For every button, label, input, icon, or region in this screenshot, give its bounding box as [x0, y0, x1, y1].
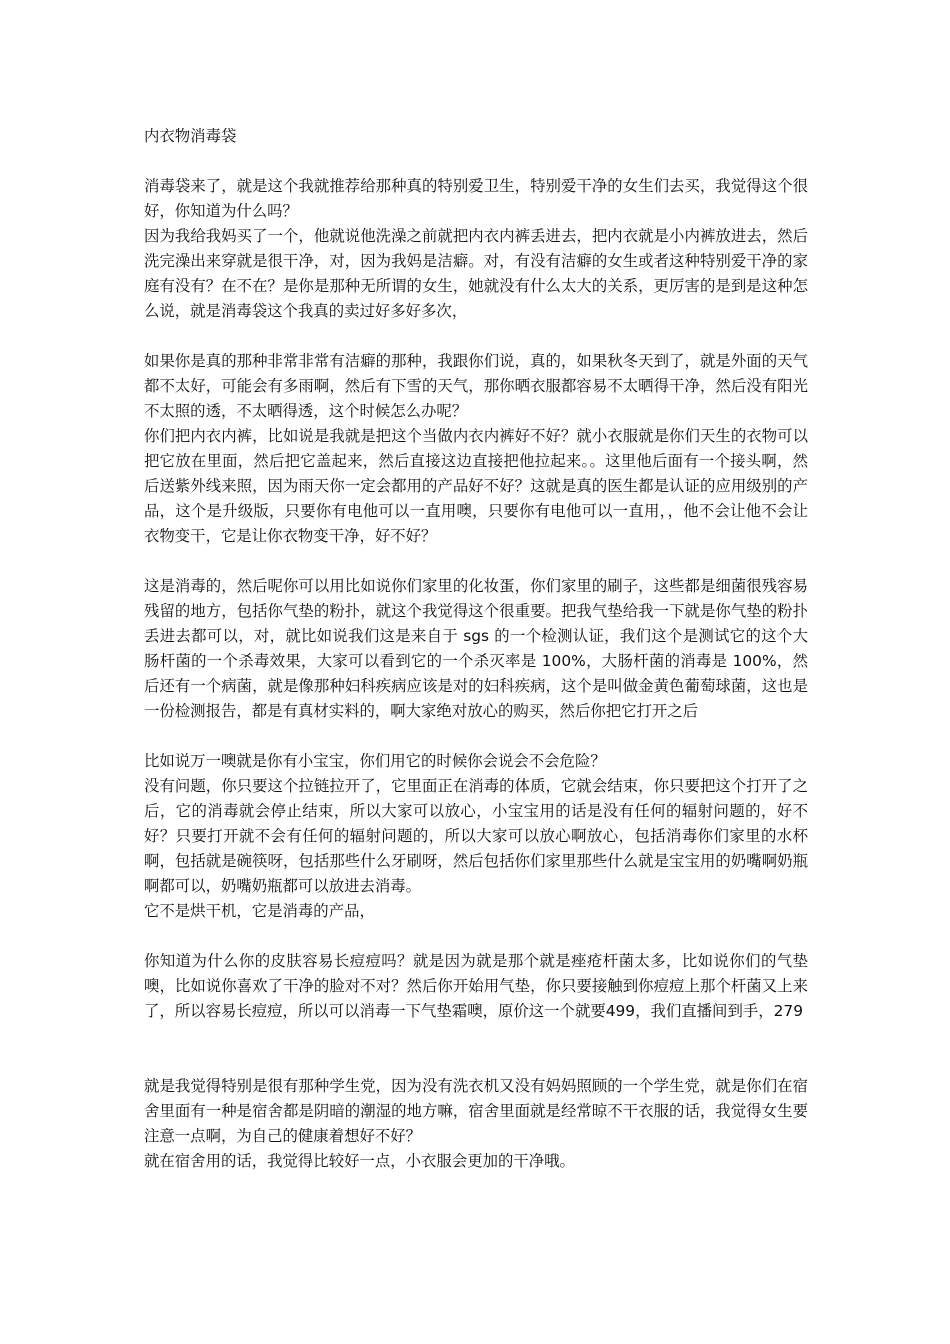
- paragraph-spacer: [144, 724, 808, 749]
- paragraph: 如果你是真的那种非常非常有洁癖的那种，我跟你们说，真的，如果秋冬天到了，就是外面的天气都不太好，可能会有多雨啊，然后有下雪的天气，那你晒衣服都容易不太晒得干净，然后没有阳光不太照的透，不太晒得透，这个时候怎么办呢？: [144, 352, 808, 420]
- document-body: [144, 174, 808, 1174]
- paragraph: 就在宿舍用的话，我觉得比较好一点，小衣服会更加的干净哦。: [144, 1152, 575, 1170]
- paragraph: 因为我给我妈买了一个，他就说他洗澡之前就把内衣内裤丢进去，把内衣就是小内裤放进去，然后洗完澡出来穿就是很干净，对，因为我妈是洁癖。对，有没有洁癖的女生或者这种特别爱干净的家庭有没有？在不在？是你是那种无所谓的女生，她就没有什么太大的关系，更厉害的是到是这种怎么说，就是消毒袋这个我真的卖过好多好多次，: [144, 227, 808, 320]
- paragraph: 这是消毒的，然后呢你可以用比如说你们家里的化妆蛋，你们家里的刷子，这些都是细菌很残容易残留的地方，包括你气垫的粉扑，就这个我觉得这个很重要。把我气垫给我一下就是你气垫的粉扑丢进去都可以，对，就比如说我们这是来自于 sgs 的一个检测认证，我们这个是测试它的这个大肠杆菌的一个杀毒效果，大家可以看到它的一个杀灭率是 100%，大肠杆菌的消毒是 100%，然后还有一个病菌，就是像那种妇科疾病应该是对的妇科疾病，这个是叫做金黄色葡萄球菌，这也是一份检测报告，都是有真材实料的，啊大家绝对放心的购买，然后你把它打开之后: [144, 577, 808, 720]
- document-title: 内衣物消毒袋: [144, 127, 237, 145]
- paragraph: 就是我觉得特别是很有那种学生党，因为没有洗衣机又没有妈妈照顾的一个学生党，就是你们在宿舍里面有一种是宿舍都是阴暗的潮湿的地方嘛，宿舍里面就是经常晾不干衣服的话，我觉得女生要注意一点啊，为自己的健康着想好不好？: [144, 1077, 808, 1145]
- document-page: [144, 124, 808, 1174]
- paragraph: 你知道为什么你的皮肤容易长痘痘吗？就是因为就是那个就是痤疮杆菌太多，比如说你们的气垫噢，比如说你喜欢了干净的脸对不对？然后你开始用气垫，你只要接触到你痘痘上那个杆菌又上来了，所以容易长痘痘，所以可以消毒一下气垫霜噢，原价这一个就要499，我们直播间到手，279: [144, 952, 808, 1020]
- paragraph: 消毒袋来了，就是这个我就推荐给那种真的特别爱卫生，特别爱干净的女生们去买，我觉得这个很好，你知道为什么吗？: [144, 177, 808, 220]
- paragraph-spacer: [144, 924, 808, 949]
- paragraph: 它不是烘干机，它是消毒的产品，: [144, 902, 375, 920]
- paragraph-spacer: [144, 324, 808, 349]
- paragraph: 比如说万一噢就是你有小宝宝，你们用它的时候你会说会不会危险？: [144, 752, 606, 770]
- paragraph-spacer: [144, 549, 808, 574]
- paragraph-spacer: [144, 1024, 808, 1074]
- paragraph: 没有问题，你只要这个拉链拉开了，它里面正在消毒的体质，它就会结束，你只要把这个打开了之后，它的消毒就会停止结束，所以大家可以放心，小宝宝用的话是没有任何的辐射问题的，好不好？只要打开就不会有任何的辐射问题的，所以大家可以放心啊放心，包括消毒你们家里的水杯啊，包括就是碗筷呀，包括那些什么牙刷呀，然后包括你们家里那些什么就是宝宝用的奶嘴啊奶瓶啊都可以，奶嘴奶瓶都可以放进去消毒。: [144, 777, 808, 895]
- paragraph: 你们把内衣内裤，比如说是我就是把这个当做内衣内裤好不好？就小衣服就是你们天生的衣物可以把它放在里面，然后把它盖起来，然后直接这边直接把他拉起来。。这里他后面有一个接头啊，然后送紫外线来照，因为雨天你一定会都用的产品好不好？这就是真的医生都是认证的应用级别的产品，这个是升级版，只要你有电他可以一直用噢，只要你有电他可以一直用，，他不会让他不会让衣物变干，它是让你衣物变干净，好不好？: [144, 427, 808, 545]
